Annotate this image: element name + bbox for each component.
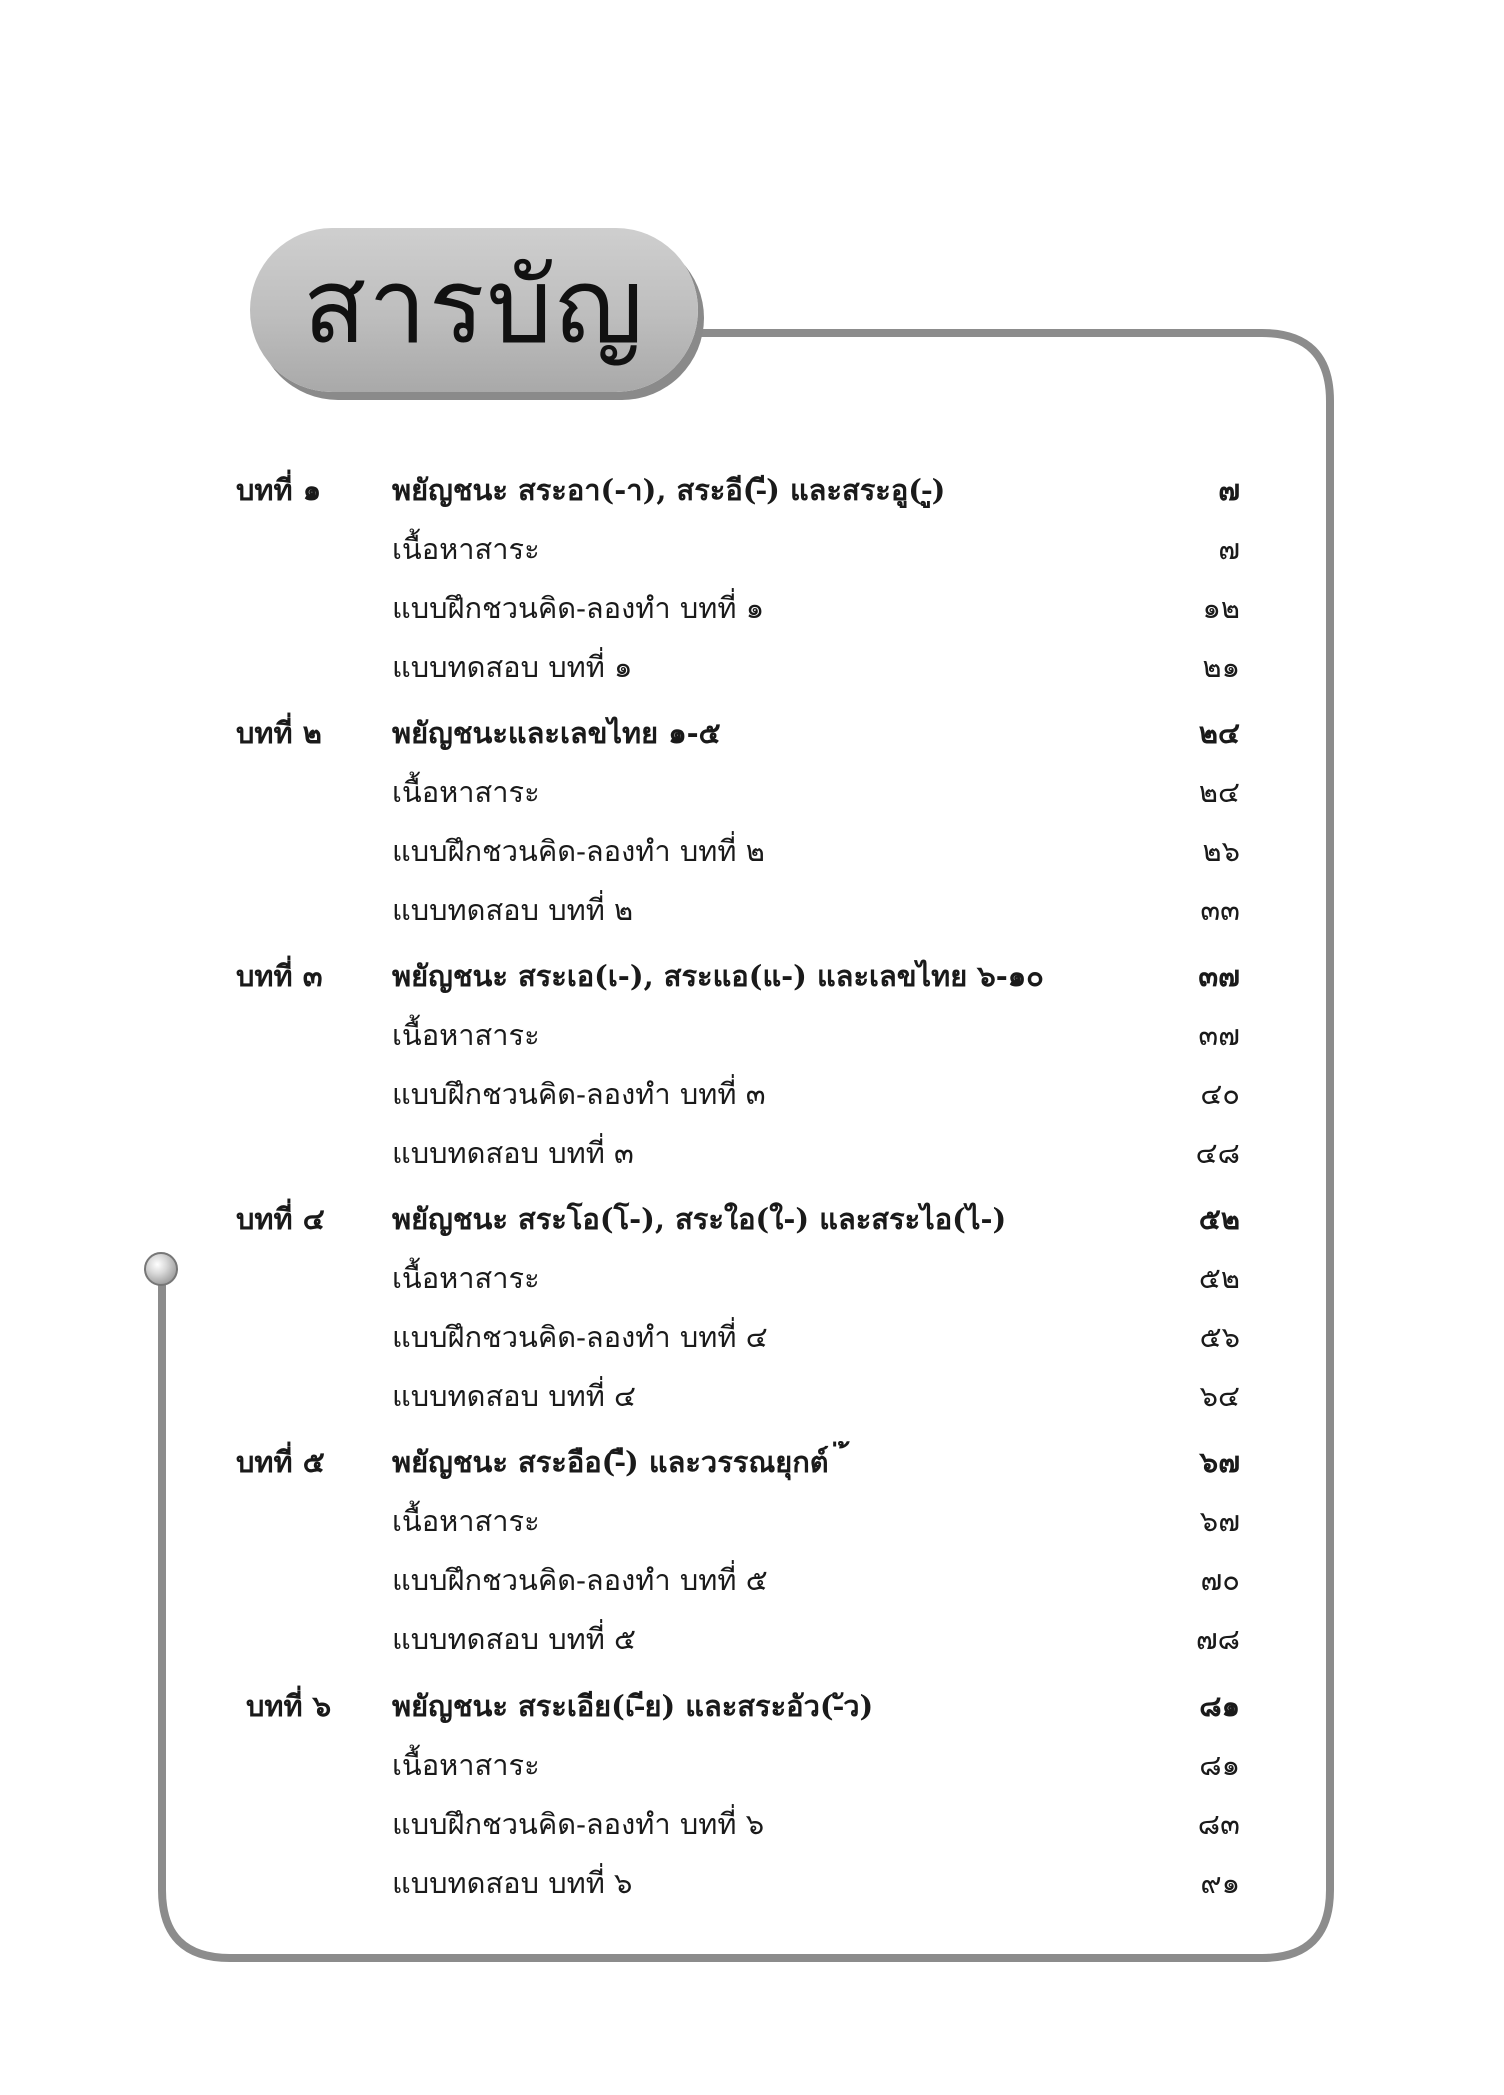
section-row[interactable]	[0, 1366, 1504, 1426]
section-row[interactable]	[0, 637, 1504, 697]
section-page: ๘๑	[1199, 1748, 1240, 1782]
section-row[interactable]	[0, 1005, 1504, 1065]
chapter-page: ๖๗	[1199, 1445, 1240, 1479]
chapter-title: พยัญชนะ สระเอ(เ-), สระแอ(แ-) และเลขไทย ๖-๑๐	[392, 959, 1044, 993]
chapter-label: บทที่ ๒	[236, 716, 322, 750]
chapter-row[interactable]	[0, 1432, 1504, 1492]
section-page: ๔๐	[1200, 1077, 1240, 1111]
section-page: ๗	[1218, 532, 1240, 566]
section-title: แบบฝึกชวนคิด-ลองทำ บทที่ ๕	[392, 1563, 768, 1597]
section-row[interactable]	[0, 1853, 1504, 1913]
chapter-title: พยัญชนะ สระอือ(-ื) และวรรณยุกต์ ่ ้	[392, 1445, 849, 1479]
section-page: ๘๓	[1197, 1807, 1240, 1841]
section-title: แบบทดสอบ บทที่ ๑	[392, 650, 633, 684]
section-page: ๒๔	[1198, 775, 1240, 809]
section-page: ๖๗	[1199, 1504, 1240, 1538]
section-page: ๑๒	[1202, 591, 1240, 625]
chapter-label: บทที่ ๖	[246, 1689, 332, 1723]
chapter-label: บทที่ ๑	[236, 473, 322, 507]
chapter-page: ๓๗	[1198, 959, 1240, 993]
heading-badge	[250, 228, 698, 392]
section-row[interactable]	[0, 519, 1504, 579]
section-page: ๕๖	[1199, 1320, 1240, 1354]
section-title: แบบทดสอบ บทที่ ๖	[392, 1866, 633, 1900]
chapter-title: พยัญชนะ สระโอ(โ-), สระใอ(ใ-) และสระไอ(ไ-)	[392, 1202, 1007, 1236]
chapter-page: ๒๔	[1198, 716, 1240, 750]
section-row[interactable]	[0, 1794, 1504, 1854]
section-page: ๒๖	[1202, 834, 1240, 868]
chapter-page: ๕๒	[1198, 1202, 1240, 1236]
chapter-row[interactable]	[0, 460, 1504, 520]
section-page: ๓๓	[1200, 893, 1240, 927]
section-row[interactable]	[0, 1123, 1504, 1183]
section-title: เนื้อหาสาระ	[392, 532, 540, 566]
section-row[interactable]	[0, 1248, 1504, 1308]
section-page: ๗๐	[1200, 1563, 1240, 1597]
section-title: เนื้อหาสาระ	[392, 775, 540, 809]
section-page: ๙๑	[1200, 1866, 1240, 1900]
section-title: เนื้อหาสาระ	[392, 1018, 540, 1052]
section-row[interactable]	[0, 762, 1504, 822]
section-title: แบบฝึกชวนคิด-ลองทำ บทที่ ๔	[392, 1320, 768, 1354]
chapter-page: ๗	[1218, 473, 1240, 507]
section-row[interactable]	[0, 1491, 1504, 1551]
chapter-title: พยัญชนะ สระอา(-า), สระอี(-ี) และสระอู(-ู)	[392, 473, 946, 507]
section-title: แบบทดสอบ บทที่ ๓	[392, 1136, 634, 1170]
section-row[interactable]	[0, 821, 1504, 881]
chapter-label: บทที่ ๔	[236, 1202, 325, 1236]
section-title: แบบทดสอบ บทที่ ๔	[392, 1379, 637, 1413]
section-page: ๕๒	[1198, 1261, 1240, 1295]
section-title: แบบทดสอบ บทที่ ๒	[392, 893, 634, 927]
section-title: เนื้อหาสาระ	[392, 1504, 540, 1538]
chapter-row[interactable]	[0, 703, 1504, 763]
chapter-page: ๘๑	[1199, 1689, 1240, 1723]
section-title: เนื้อหาสาระ	[392, 1748, 540, 1782]
chapter-row[interactable]	[0, 1676, 1504, 1736]
chapter-title: พยัญชนะ สระเอีย(เ-ีย) และสระอัว(-ัว)	[392, 1689, 874, 1723]
section-title: แบบฝึกชวนคิด-ลองทำ บทที่ ๓	[392, 1077, 766, 1111]
section-row[interactable]	[0, 1609, 1504, 1669]
section-row[interactable]	[0, 1735, 1504, 1795]
section-row[interactable]	[0, 1064, 1504, 1124]
chapter-row[interactable]	[0, 946, 1504, 1006]
chapter-title: พยัญชนะและเลขไทย ๑-๕	[392, 716, 721, 750]
section-row[interactable]	[0, 1550, 1504, 1610]
chapter-row[interactable]	[0, 1189, 1504, 1249]
chapter-label: บทที่ ๓	[236, 959, 323, 993]
section-row[interactable]	[0, 1307, 1504, 1367]
section-row[interactable]	[0, 578, 1504, 638]
chapter-label: บทที่ ๕	[236, 1445, 325, 1479]
section-title: แบบฝึกชวนคิด-ลองทำ บทที่ ๑	[392, 591, 765, 625]
section-page: ๒๑	[1202, 650, 1240, 684]
section-page: ๖๔	[1199, 1379, 1240, 1413]
section-title: แบบฝึกชวนคิด-ลองทำ บทที่ ๖	[392, 1807, 765, 1841]
page-title: สารบัญ	[302, 245, 646, 367]
section-page: ๓๗	[1198, 1018, 1240, 1052]
section-title: แบบทดสอบ บทที่ ๕	[392, 1622, 637, 1656]
section-title: แบบฝึกชวนคิด-ลองทำ บทที่ ๒	[392, 834, 765, 868]
section-title: เนื้อหาสาระ	[392, 1261, 540, 1295]
section-row[interactable]	[0, 880, 1504, 940]
section-page: ๔๘	[1195, 1136, 1240, 1170]
section-page: ๗๘	[1195, 1622, 1240, 1656]
